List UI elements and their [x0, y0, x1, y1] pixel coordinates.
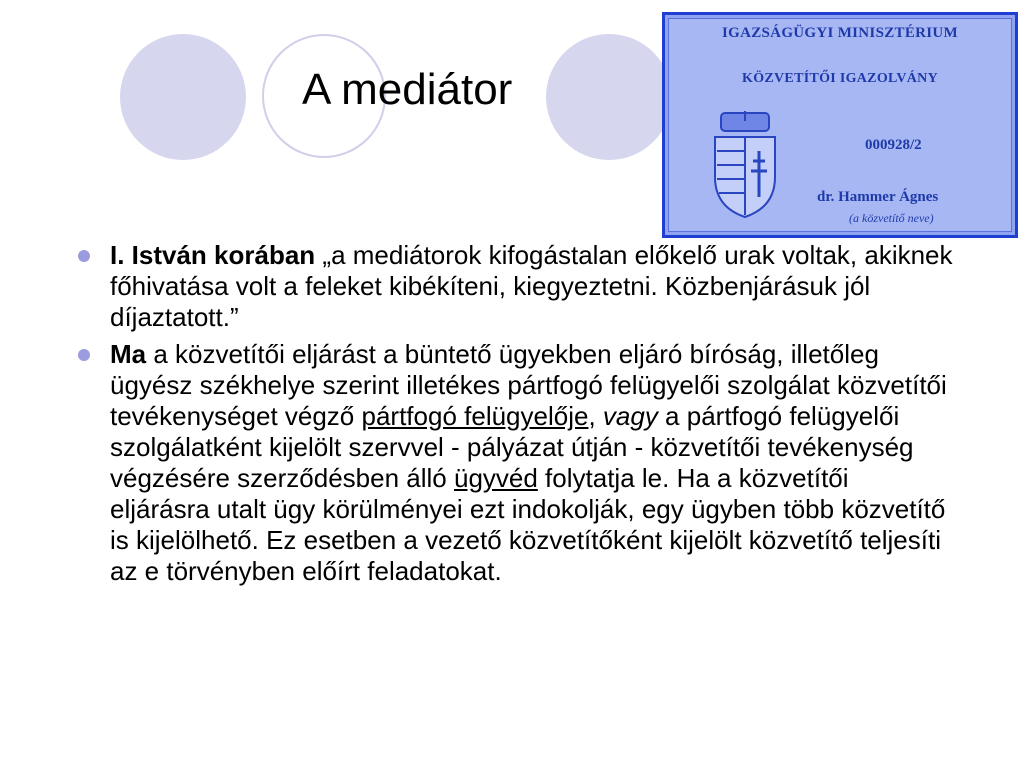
bullet-icon	[78, 349, 90, 361]
card-number: 000928/2	[865, 137, 922, 153]
card-ministry: IGAZSÁGÜGYI MINISZTÉRIUM	[722, 25, 958, 41]
bullet-lead: I. István korában	[110, 240, 316, 270]
coat-of-arms-icon	[709, 111, 781, 221]
card-inner	[668, 18, 1012, 232]
slide-body	[74, 240, 954, 593]
bullet-text: „a mediátorok kifogástalan előkelő urak voltak, akiknek főhivatása volt a feleket kibékíteni, kiegyeztetni. Közbenjárásuk jól díjaztatott.”	[110, 240, 953, 332]
bullet-item	[74, 240, 954, 333]
card-holder-caption: (a közvetítő neve)	[849, 211, 934, 225]
bullet-italic-text: vagy	[602, 401, 658, 431]
slide-title: A mediátor	[302, 65, 513, 114]
bullet-text: ,	[588, 401, 603, 431]
decorative-circle-right	[546, 34, 672, 160]
mediator-id-card	[662, 12, 1018, 238]
bullet-text: folytatja le. Ha a közvetítői eljárásra utalt ügy körülményei ezt indokolják, egy ügyben több közvetítő is kijelölhető. Ez esetben a vezető közvetítőként kijelölt közvetítő teljesíti az e törvényben előírt feladatokat.	[110, 463, 946, 586]
link-partfogo-felugyeloje[interactable]: pártfogó felügyelője	[361, 401, 589, 431]
bullet-icon	[78, 250, 90, 262]
bullet-text: a közvetítői eljárást a büntető ügyekben eljáró bíróság, illetőleg ügyész székhelye szerint illetékes pártfogó felügyelői szolgálat közvetítői tevékenységet végző	[110, 339, 947, 431]
bullet-item	[74, 339, 954, 587]
decorative-circle-left	[120, 34, 246, 160]
card-holder-name: dr. Hammer Ágnes	[817, 189, 939, 205]
bullet-text: a pártfogó felügyelői szolgálatként kijelölt szervvel - pályázat útján - közvetítői tevékenység végzésére szerződésben álló	[110, 401, 914, 493]
link-ugyved[interactable]: ügyvéd	[453, 463, 538, 493]
bullet-lead: Ma	[110, 339, 147, 369]
card-type: KÖZVETÍTŐI IGAZOLVÁNY	[742, 71, 938, 86]
